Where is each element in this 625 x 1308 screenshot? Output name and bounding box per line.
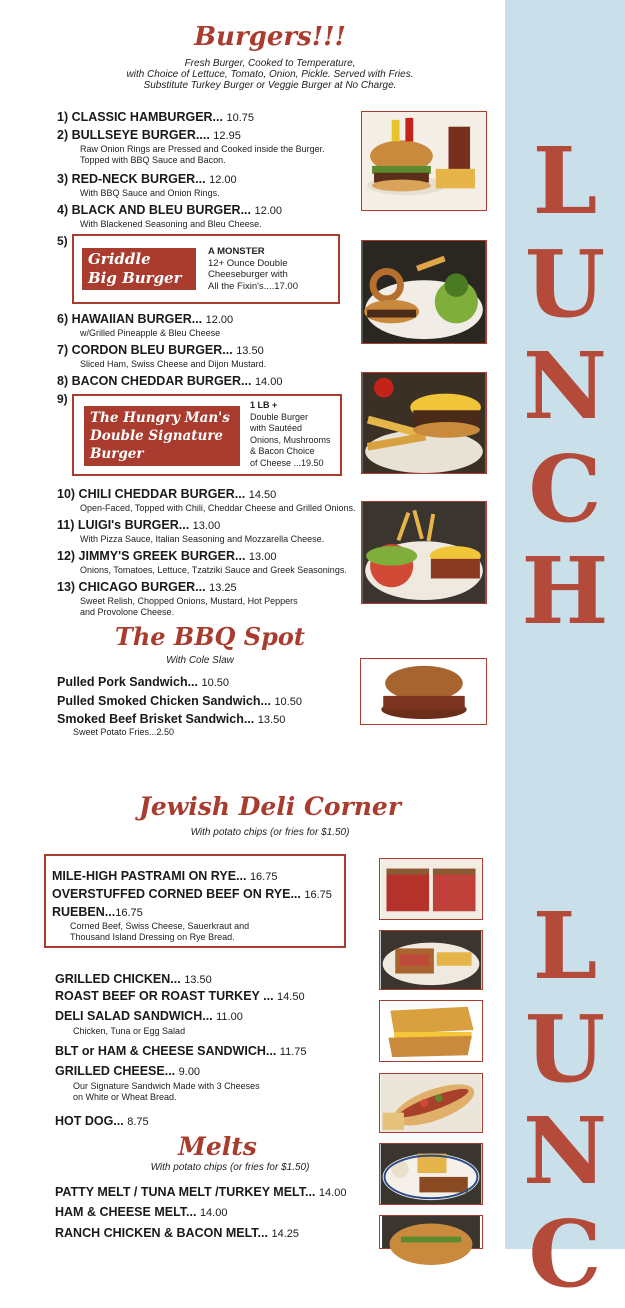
item-description: w/Grilled Pineapple & Bleu Cheese [80, 328, 221, 338]
menu-item: Smoked Beef Brisket Sandwich... 13.50 [57, 712, 286, 726]
special-description: A MONSTER 12+ Ounce Double Cheeseburger with All the Fixin's....17.00 [208, 246, 298, 292]
item-number: 9) [57, 392, 68, 406]
menu-item: 1) CLASSIC HAMBURGER... 10.75 [57, 110, 254, 124]
menu-item: GRILLED CHEESE... 9.00 [55, 1064, 201, 1078]
bbq-title: The BBQ Spot [115, 622, 305, 651]
menu-item: 7) CORDON BLEU BURGER... 13.50 [57, 343, 264, 357]
menu-item: BLT or HAM & CHEESE SANDWICH... 11.75 [55, 1044, 307, 1058]
burger-fries-photo [361, 111, 487, 211]
banner-letter: L [532, 127, 598, 235]
side-item: Sweet Potato Fries...2.50 [73, 727, 175, 737]
bbq-subtitle: With Cole Slaw [166, 655, 234, 666]
menu-item: 3) RED-NECK BURGER... 12.00 [57, 172, 237, 186]
menu-item: GRILLED CHICKEN... 13.50 [55, 972, 212, 986]
item-number: 5) [57, 234, 68, 248]
item-description: Raw Onion Rings are Pressed and Cooked inside the Burger. Topped with BBQ Sauce and Bacon. [80, 144, 325, 165]
banner-letter: C [528, 435, 602, 543]
item-description: With Pizza Sauce, Italian Seasoning and Mozzarella Cheese. [80, 534, 325, 544]
deli-title: Jewish Deli Corner [139, 792, 401, 821]
pastrami-sandwich-photo [379, 858, 483, 920]
special-box [72, 234, 340, 304]
menu-item: 4) BLACK AND BLEU BURGER... 12.00 [57, 203, 282, 217]
item-description: Corned Beef, Swiss Cheese, Sauerkraut and Thousand Island Dressing on Rye Bread. [70, 921, 250, 942]
menu-item: RANCH CHICKEN & BACON MELT... 14.25 [55, 1226, 299, 1240]
menu-item: 11) LUIGI's BURGER... 13.00 [57, 518, 221, 532]
item-description: With BBQ Sauce and Onion Rings. [80, 188, 220, 198]
menu-item: ROAST BEEF OR ROAST TURKEY ... 14.50 [55, 989, 305, 1003]
menu-item: OVERSTUFFED CORNED BEEF ON RYE... 16.75 [52, 887, 332, 901]
special-description: 1 LB + Double Burger with Sautéed Onions, Mushrooms & Bacon Choice of Cheese ...19.50 [250, 400, 331, 468]
menu-item: HAM & CHEESE MELT... 14.00 [55, 1205, 228, 1219]
menu-item: 10) CHILI CHEDDAR BURGER... 14.50 [57, 487, 277, 501]
menu-item: 12) JIMMY'S GREEK BURGER... 13.00 [57, 549, 277, 563]
patty-melt-photo [379, 1143, 483, 1205]
special-badge: The Hungry Man's Double Signature Burger [84, 406, 240, 466]
item-description: Our Signature Sandwich Made with 3 Cheeses on White or Wheat Bread. [73, 1081, 260, 1102]
menu-item: HOT DOG... 8.75 [55, 1114, 149, 1128]
grilled-cheese-photo [379, 1000, 483, 1062]
menu-item: 6) HAWAIIAN BURGER... 12.00 [57, 312, 234, 326]
ranch-chicken-melt-photo [379, 1215, 483, 1249]
burger-platter-photo [361, 501, 487, 604]
pulled-pork-sandwich-photo [360, 658, 487, 725]
menu-item: Pulled Smoked Chicken Sandwich... 10.50 [57, 694, 302, 708]
special-badge: Griddle Big Burger [82, 248, 196, 290]
banner-letter: H [521, 537, 609, 645]
banner-letter: C [528, 1200, 602, 1308]
item-description: Open-Faced, Topped with Chili, Cheddar Cheese and Grilled Onions. [80, 503, 356, 513]
menu-item: MILE-HIGH PASTRAMI ON RYE... 16.75 [52, 869, 278, 883]
banner-letter: N [522, 1097, 608, 1205]
melts-title: Melts [178, 1132, 257, 1161]
hot-dog-photo [379, 1073, 483, 1133]
menu-item: 2) BULLSEYE BURGER.... 12.95 [57, 128, 241, 142]
banner-letter: U [524, 230, 606, 338]
onion-rings-burger-photo [361, 240, 487, 344]
menu-item: DELI SALAD SANDWICH... 11.00 [55, 1009, 243, 1023]
menu-item: 13) CHICAGO BURGER... 13.25 [57, 580, 237, 594]
deli-subtitle: With potato chips (or fries for $1.50) [190, 827, 350, 838]
item-description: Onions, Tomatoes, Lettuce, Tzatziki Sauce and Greek Seasonings. [80, 565, 347, 575]
menu-item: RUEBEN...16.75 [52, 905, 143, 919]
item-description: Chicken, Tuna or Egg Salad [73, 1026, 186, 1036]
burgers-subtitle: Fresh Burger, Cooked to Temperature, with Choice of Lettuce, Tomato, Onion, Pickle. Served with Fries. Substitute Turkey Burger or Veggie Burger at No Charge. [126, 58, 414, 91]
banner-letter: U [524, 995, 606, 1103]
lunch-side-banner [505, 0, 625, 1308]
item-description: Sliced Ham, Swiss Cheese and Dijon Mustard. [80, 359, 267, 369]
menu-item: PATTY MELT / TUNA MELT /TURKEY MELT... 14.00 [55, 1185, 347, 1199]
item-description: With Blackened Seasoning and Bleu Cheese. [80, 219, 262, 229]
banner-letter: N [522, 332, 608, 440]
banner-letter: L [532, 892, 598, 1000]
reuben-sandwich-photo [379, 930, 483, 990]
item-description: Sweet Relish, Chopped Onions, Mustard, Hot Peppers and Provolone Cheese. [80, 596, 298, 617]
cheeseburger-fries-photo [361, 372, 487, 474]
menu-item: Pulled Pork Sandwich... 10.50 [57, 675, 230, 689]
burgers-title: Burgers!!! [194, 22, 346, 52]
special-box [72, 394, 342, 476]
menu-item: 8) BACON CHEDDAR BURGER... 14.00 [57, 374, 283, 388]
melts-subtitle: With potato chips (or fries for $1.50) [150, 1162, 310, 1173]
